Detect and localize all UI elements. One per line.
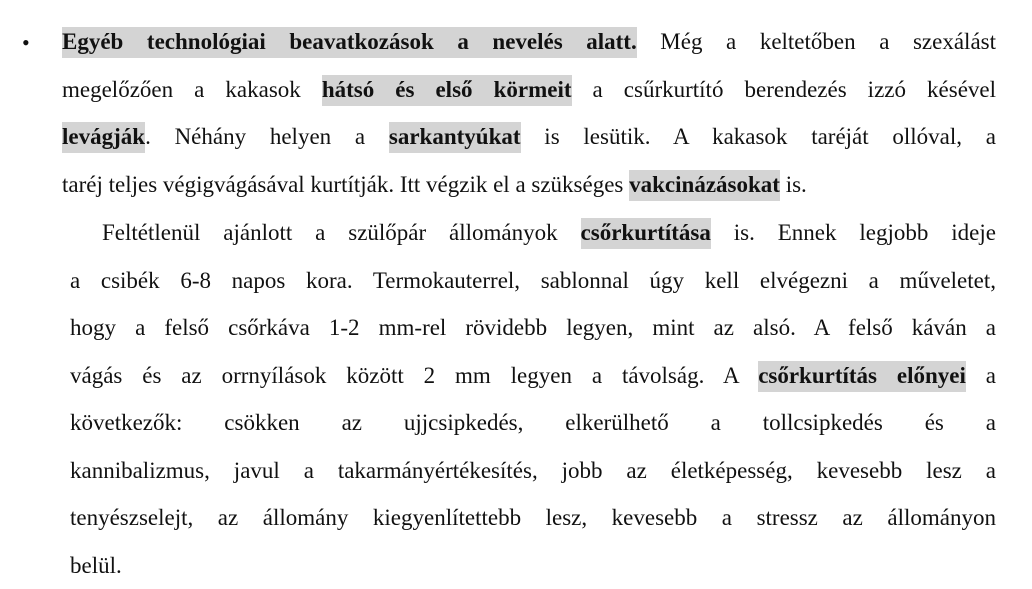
paragraph-1[interactable] — [62, 18, 996, 208]
bold-highlight-term: hátsó és első körmeit — [322, 75, 572, 106]
paragraph-1-line-4 — [62, 161, 996, 209]
paragraph-2-line-4 — [70, 352, 996, 400]
paragraph-2-line-6: kannibalizmus, javul a takarmányértékesítés, jobb az életképesség, kevesebb lesz a — [70, 447, 996, 495]
paragraph-2-line-8: belül. — [70, 542, 996, 589]
text-run: megelőzően a kakasok — [62, 77, 322, 102]
text-run: . Néhány helyen a — [145, 124, 389, 149]
text-run: a csűrkurtító berendezés izzó késével — [572, 77, 997, 102]
paragraph-2[interactable] — [70, 209, 996, 589]
bold-highlight-term: csőrkurtítás előnyei — [758, 361, 966, 392]
paragraph-2-line-5: következők: csökken az ujjcsipkedés, elkerülhető a tollcsipkedés és a — [70, 399, 996, 447]
paragraph-2-line-7: tenyészselejt, az állomány kiegyenlítettebb lesz, kevesebb a stressz az állományon — [70, 494, 996, 542]
text-run: Feltétlenül ajánlott a szülőpár állományok — [102, 220, 581, 245]
text-run: is lesütik. A kakasok taréját ollóval, a — [521, 124, 996, 149]
text-run: is. — [780, 172, 807, 197]
paragraph-1-line-2 — [62, 66, 996, 114]
bold-highlight-term: csőrkurtítása — [581, 218, 711, 249]
paragraph-1-line-3 — [62, 113, 996, 161]
text-run: vágás és az orrnyílások között 2 mm legyen a távolság. A — [70, 363, 758, 388]
bold-highlight-term: levágják — [62, 122, 145, 153]
paragraph-2-line-3: hogy a felső csőrkáva 1-2 mm-rel rövidebb legyen, mint az alsó. A felső káván a — [70, 304, 996, 352]
bold-highlight-heading: Egyéb technológiai beavatkozások a nevelés alatt. — [62, 27, 637, 58]
paragraph-2-line-2: a csibék 6-8 napos kora. Termokauterrel, sablonnal úgy kell elvégezni a műveletet, — [70, 257, 996, 305]
paragraph-2-line-1 — [70, 209, 996, 257]
text-run: a — [966, 363, 996, 388]
text-run: taréj teljes végigvágásával kurtítják. Itt végzik el a szükséges — [62, 172, 629, 197]
paragraph-1-line-1 — [62, 18, 996, 66]
bullet-marker: • — [22, 28, 30, 58]
bold-highlight-term: vakcinázásokat — [629, 170, 780, 201]
bold-highlight-term: sarkantyúkat — [389, 122, 521, 153]
text-run: Még a keltetőben a szexálást — [637, 29, 996, 54]
text-run: is. Ennek legjobb ideje — [711, 220, 996, 245]
